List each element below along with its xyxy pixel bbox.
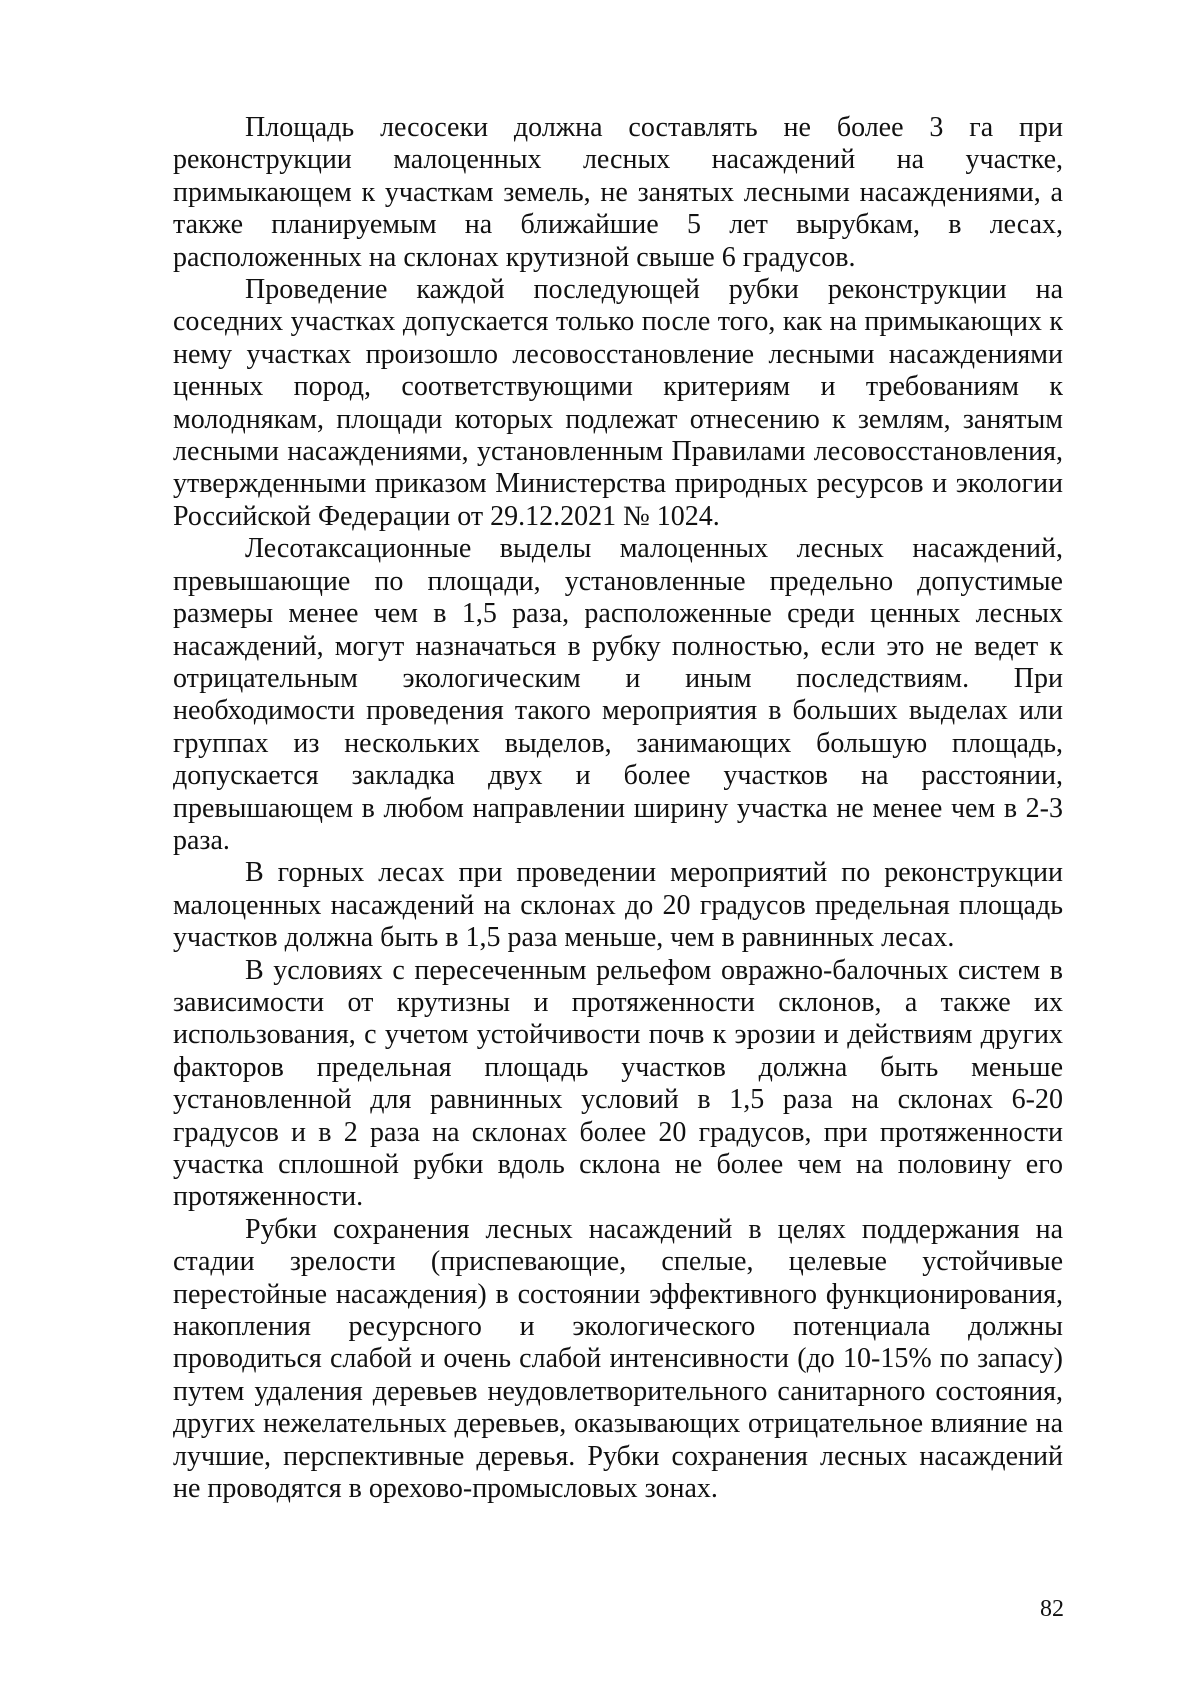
paragraph-cut-area-limit: Площадь лесосеки должна составлять не более 3 га при реконструкции малоценных лесных насаждений на участке, примыкающем к участкам земель, не занятых лесными насаждениями, а также планируемым на ближайшие 5 лет вырубкам, в лесах, расположенных на склонах крутизной свыше 6 градусов. (173, 112, 1063, 273)
body-text (173, 112, 1063, 1505)
paragraph-subsequent-felling: Проведение каждой последующей рубки реконструкции на соседних участках допускается только после того, как на примыкающих к нему участках произошло лесовосстановление лесными насаждениями ценных пород, соответствующими критериям и требованиям к молоднякам, площади которых подлежат отнесению к землям, занятым лесными насаждениями, установленным Правилами лесовосстановления, утвержденными приказом Министерства природных ресурсов и экологии Российской Федерации от 29.12.2021 № 1024. (173, 274, 1063, 532)
paragraph-taxation-plots: Лесотаксационные выделы малоценных лесных насаждений, превышающие по площади, установленные предельно допустимые размеры менее чем в 1,5 раза, расположенные среди ценных лесных насаждений, могут назначаться в рубку полностью, если это не ведет к отрицательным экологическим и иным последствиям. При необходимости проведения такого мероприятия в больших выделах или группах из нескольких выделов, занимающих большую площадь, допускается закладка двух и более участков на расстоянии, превышающем в любом направлении ширину участка не менее чем в 2-3 раза. (173, 533, 1063, 856)
paragraph-ravine-relief: В условиях с пересеченным рельефом овражно-балочных систем в зависимости от крутизны и протяженности склонов, а также их использования, с учетом устойчивости почв к эрозии и действиям других факторов предельная площадь участков должна быть меньше установленной для равнинных условий в 1,5 раза на склонах 6-20 градусов и в 2 раза на склонах более 20 градусов, при протяженности участка сплошной рубки вдоль склона не более чем на половину его протяженности. (173, 954, 1063, 1213)
page-number: 82 (1040, 1596, 1064, 1622)
paragraph-mountain-forests: В горных лесах при проведении мероприятий по реконструкции малоценных насаждений на склонах до 20 градусов предельная площадь участков должна быть в 1,5 раза меньше, чем в равнинных лесах. (173, 857, 1063, 954)
paragraph-conservation-felling: Рубки сохранения лесных насаждений в целях поддержания на стадии зрелости (приспевающие, спелые, целевые устойчивые перестойные насаждения) в состоянии эффективного функционирования, накопления ресурсного и экологического потенциала должны проводиться слабой и очень слабой интенсивности (до 10-15% по запасу) путем удаления деревьев неудовлетворительного санитарного состояния, других нежелательных деревьев, оказывающих отрицательное влияние на лучшие, перспективные деревья. Рубки сохранения лесных насаждений не проводятся в орехово-промысловых зонах. (173, 1213, 1063, 1505)
